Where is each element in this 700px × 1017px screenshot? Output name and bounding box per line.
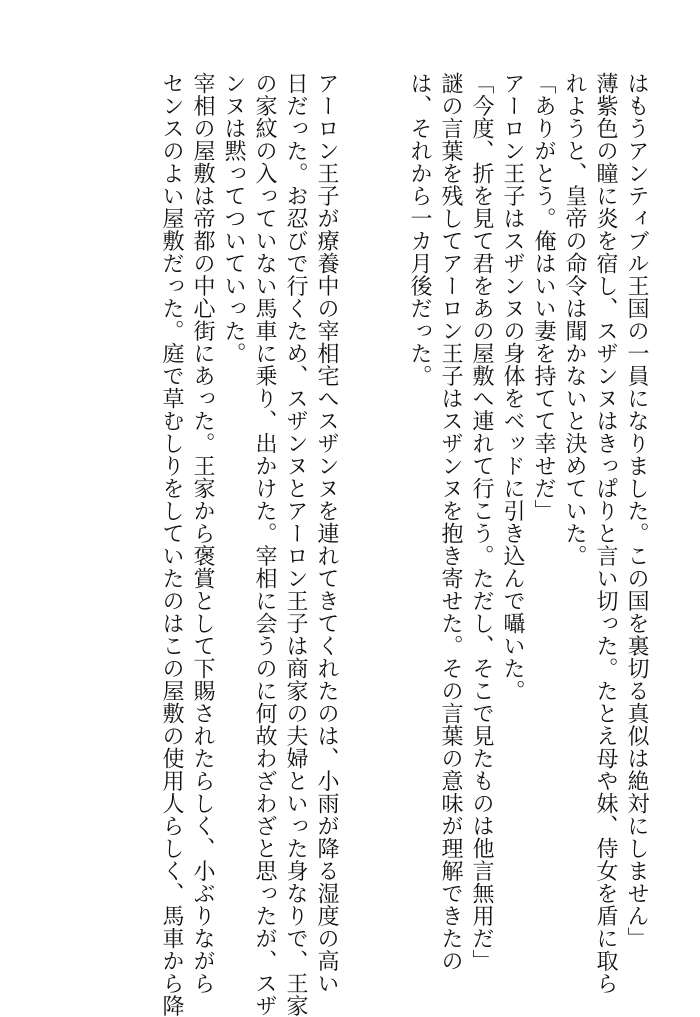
text-line-9: アーロン王子が療養中の宰相宅へスザンヌを連れてきてくれたのは、小雨が降る湿度の高い [314,72,339,995]
text-line-5: アーロン王子はスザンヌの身体をベッドに引き込んで囁いた。 [500,72,525,702]
text-line-6: 「今度、折を見て君をあの屋敷へ連れて行こう。ただし、そこで見たものは他言無用だ」 [469,72,494,972]
vertical-text-body [156,72,652,1017]
text-line-7: 謎の言葉を残してアーロン王子はスザンヌを抱き寄せた。その言葉の意味が理解できたの [438,72,463,972]
section-spacer [342,72,404,952]
text-line-1: はもうアンティブル王国の一員になりました。この国を裏切る真似は絶対にしません」 [624,72,649,950]
text-line-3: れようと、皇帝の命令は聞かないと決めていた。 [562,72,587,567]
text-line-12: ンヌは黙ってついていった。 [221,72,246,365]
text-line-2: 薄紫色の瞳に炎を宿し、スザンヌはきっぱりと言い切った。たとえ母や妹、侍女を盾に取ら [593,72,618,995]
text-line-4: 「ありがとう。俺はいい妻を持てて幸せだ」 [531,72,556,522]
text-line-11: の家紋の入っていない馬車に乗り、出かけた。宰相に会うのに何故わざわざと思ったが、スザ [252,72,277,1017]
text-line-8: は、それから一カ月後だった。 [407,72,432,387]
text-line-13: 宰相の屋敷は帝都の中心街にあった。王家から褒賞として下賜されたらしく、小ぶりながら [190,72,215,995]
text-line-10: 日だった。お忍びで行くため、スザンヌとアーロン王子は商家の夫婦といった身なりで、王家 [283,72,308,1017]
text-line-14: センスのよい屋敷だった。庭で草むしりをしていたのはこの屋敷の使用人らしく、馬車から降 [159,72,184,1017]
